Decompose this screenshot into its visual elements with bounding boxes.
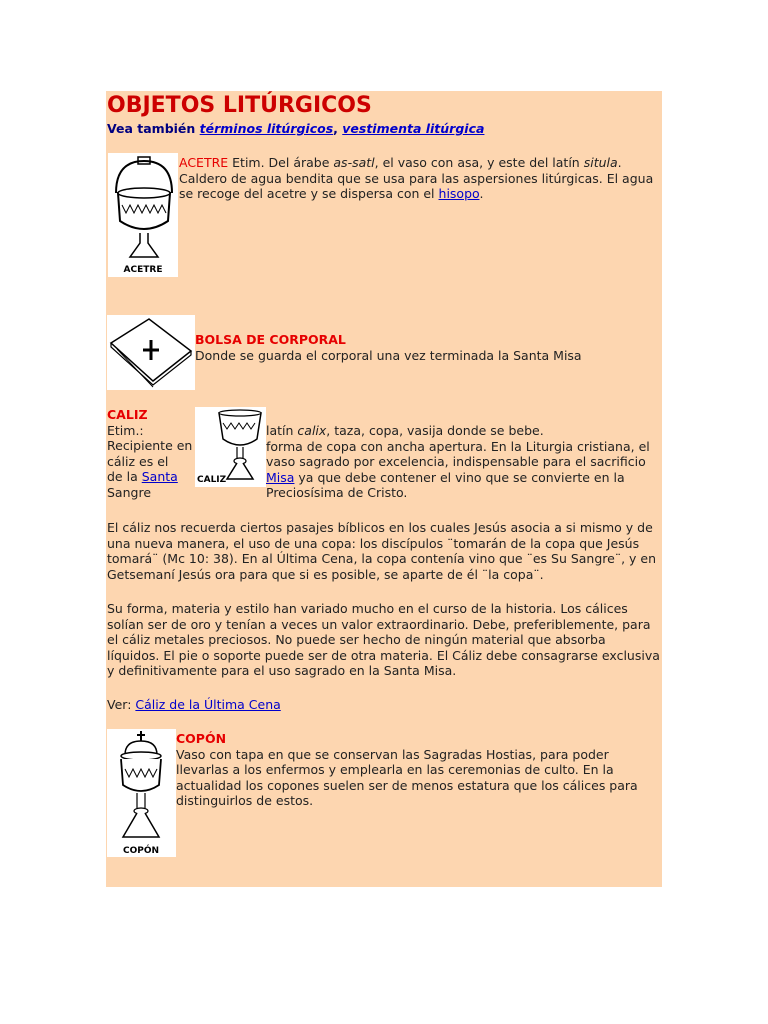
- caliz-right-text: vaso sagrado por excelencia, indispensable para el sacrificio: [266, 454, 646, 469]
- caliz-right-italic: calix: [297, 423, 327, 438]
- caliz-left-text: de la: [107, 469, 142, 484]
- see-also-separator: ,: [333, 121, 338, 136]
- caliz-image: [195, 407, 266, 487]
- copon-image: [107, 729, 176, 857]
- acetre-line2: Caldero de agua bendita que se usa para las aspersiones litúrgicas. El agua: [179, 170, 654, 186]
- bolsa-entry: [195, 332, 655, 363]
- copon-entry: [176, 731, 656, 809]
- bolsa-term: BOLSA DE CORPORAL: [195, 332, 346, 347]
- caliz-left-text: Sangre: [107, 484, 152, 500]
- caliz-right-column: [266, 423, 660, 501]
- bolsa-description: Donde se guarda el corporal una vez terminada la Santa Misa: [195, 347, 582, 363]
- caliz-term: CALIZ: [107, 407, 148, 422]
- caliz-left-column: [107, 407, 192, 500]
- caliz-right-text: forma de copa con ancha apertura. En la Liturgia cristiana, el: [266, 438, 650, 454]
- acetre-image: [108, 153, 178, 277]
- acetre-text-italic: as-satl: [333, 155, 375, 170]
- acetre-text: Etim. Del árabe: [228, 155, 334, 170]
- link-vestimenta-liturgica[interactable]: vestimenta litúrgica: [342, 121, 485, 136]
- acetre-text: , el vaso con asa, y este del latín: [374, 155, 584, 170]
- page-title: OBJETOS LITÚRGICOS: [107, 93, 372, 118]
- link-hisopo[interactable]: hisopo: [438, 186, 480, 201]
- caliz-left-text: cáliz es el: [107, 453, 169, 469]
- acetre-term: ACETRE: [179, 155, 229, 170]
- ver-prefix: Ver:: [107, 697, 136, 712]
- link-santa[interactable]: Santa: [141, 469, 178, 484]
- caliz-left-text: Recipiente en: [107, 438, 193, 453]
- acetre-line3-end: .: [479, 186, 484, 201]
- ver-line: [107, 697, 660, 713]
- bolsa-corporal-image: [107, 315, 195, 390]
- caliz-right-text: Preciosísima de Cristo.: [266, 485, 408, 500]
- caliz-paragraph-2: Su forma, materia y estilo han variado mucho en el curso de la historia. Los cálices solían ser de oro y tenían a veces un valor extraordinario. Debe, preferiblemente, para el cáliz metales preciosos. No puede ser hecho de ningún material que absorba líquidos. El pie o soporte puede ser de otra materia. El Cáliz debe consagrarse exclusiva y definitivamente para el uso sagrado en la Santa Misa.: [107, 601, 660, 678]
- acetre-image-caption: ACETRE: [123, 265, 163, 275]
- copon-text: actualidad los copones suelen ser de menos estatura que los cálices para: [176, 777, 638, 793]
- copon-term: COPÓN: [176, 731, 227, 746]
- caliz-right-text: latín: [266, 423, 298, 438]
- caliz-left-text: Etim.:: [107, 422, 144, 438]
- link-misa[interactable]: Misa: [266, 469, 295, 485]
- see-also-line: [107, 121, 484, 137]
- acetre-entry: [179, 155, 659, 202]
- acetre-text-italic: situla: [583, 155, 618, 170]
- see-also-prefix: Vea también: [107, 121, 200, 136]
- copon-text: Vaso con tapa en que se conservan las Sagradas Hostias, para poder: [176, 746, 609, 762]
- acetre-text: .: [617, 155, 622, 170]
- caliz-right-text: ya que debe contener el vino que se convierte en la: [294, 469, 625, 485]
- copon-text: llevarlas a los enfermos y emplearla en las ceremonias de culto. En la: [176, 762, 614, 777]
- copon-image-caption: COPÓN: [122, 846, 160, 856]
- acetre-line3: se recoge del acetre y se dispersa con el: [179, 186, 439, 201]
- copon-text: distinguirlos de estos.: [176, 793, 314, 808]
- caliz-image-caption: CALIZ: [197, 475, 227, 485]
- caliz-paragraph-1: El cáliz nos recuerda ciertos pasajes bíblicos en los cuales Jesús asocia a si mismo y de una nueva manera, el uso de una copa: los discípulos ¨tomarán de la copa que Jesús tomará¨ (Mc 10: 38). En al Última Cena, la copa contenía vino que ¨es Su Sangre¨, y en Getsemaní Jesús ora para que si es posible, se aparte de él ¨la copa¨.: [107, 520, 657, 582]
- caliz-right-text: , taza, copa, vasija donde se bebe.: [326, 423, 544, 438]
- link-caliz-ultima-cena[interactable]: Cáliz de la Última Cena: [135, 697, 281, 712]
- document-page: [106, 91, 662, 887]
- link-terminos-liturgicos[interactable]: términos litúrgicos: [199, 121, 334, 136]
